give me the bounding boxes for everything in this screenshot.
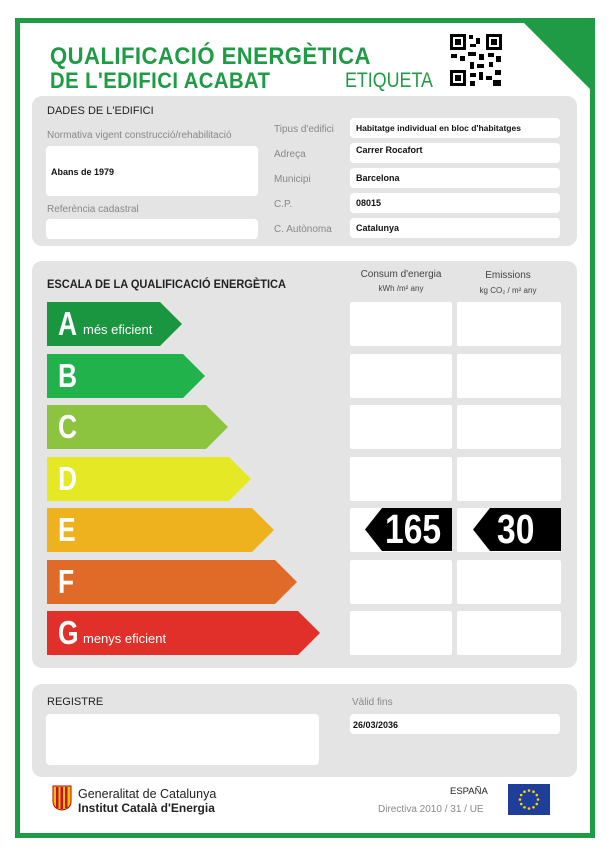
eu-star [535, 794, 538, 797]
region-value: Catalunya [356, 223, 400, 233]
class-letter: D [58, 459, 78, 497]
class-note: més eficient [83, 322, 153, 337]
registry-section-title: REGISTRE [47, 696, 104, 708]
municipality-value: Barcelona [356, 173, 400, 183]
eu-star [532, 806, 535, 809]
valid-until-field [350, 714, 560, 734]
class-letter: F [58, 562, 75, 600]
postcode-label: C.P. [274, 199, 293, 210]
energy-column-unit: kWh /m² any [378, 284, 424, 293]
eu-star [532, 790, 535, 793]
eu-star [535, 803, 538, 806]
page-title: QUALIFICACIÓ ENERGÈTICA [50, 43, 371, 70]
class-arrow-f [47, 560, 297, 604]
cadastral-label: Referència cadastral [47, 204, 139, 215]
region-label: C. Autònoma [274, 224, 332, 235]
emissions-cell-f [457, 560, 561, 604]
generalitat-logo-icon [52, 785, 72, 811]
institute-name: Institut Català d'Energia [78, 801, 215, 815]
valid-until-value: 26/03/2036 [353, 720, 399, 730]
class-arrow-g [47, 611, 320, 655]
registry-panel [32, 684, 577, 777]
emissions-cell-g [457, 611, 561, 655]
qr-code-icon [448, 32, 504, 88]
municipality-label: Municipi [274, 174, 311, 185]
energy-rating-badge [365, 508, 452, 551]
emissions-column-unit: kg CO₂ / m² any [479, 286, 537, 295]
type-value: Habitatge individual en bloc d'habitatges [356, 123, 521, 133]
class-arrow-a [47, 302, 182, 346]
scale-section-title: ESCALA DE LA QUALIFICACIÓ ENERGÈTICA [47, 277, 286, 291]
cadastral-field [46, 219, 258, 239]
emissions-cell-d [457, 457, 561, 501]
type-label: Tipus d'edifici [274, 124, 334, 135]
emissions-cell-c [457, 405, 561, 449]
energy-rating-value: 165 [385, 506, 442, 552]
class-note: menys eficient [83, 631, 167, 646]
emissions-rating-badge [473, 508, 561, 551]
postcode-field [350, 193, 560, 213]
class-letter: C [58, 408, 78, 445]
country: ESPAÑA [450, 786, 488, 797]
eu-star [528, 807, 531, 810]
municipality-field [350, 168, 560, 188]
energy-scale-panel [32, 261, 577, 668]
class-letter: B [58, 356, 78, 394]
eu-star [523, 790, 526, 793]
eu-star [520, 803, 523, 806]
energy-column-header: Consum d'energia [360, 269, 442, 280]
regulation-value: Abans de 1979 [51, 167, 115, 177]
emissions-cell-b [457, 354, 561, 398]
energy-cell-b [350, 354, 452, 398]
postcode-value: 08015 [356, 198, 382, 208]
region-field [350, 218, 560, 238]
address-label: Adreça [274, 149, 306, 160]
building-section-title: DADES DE L'EDIFICI [47, 105, 154, 117]
emissions-rating-value: 30 [497, 506, 535, 552]
type-field [350, 118, 560, 138]
energy-cell-c [350, 405, 452, 449]
class-letter: G [58, 614, 79, 651]
energy-cell-d [350, 457, 452, 501]
eu-star [537, 798, 540, 801]
energy-cell-a [350, 302, 452, 346]
eu-star [519, 798, 522, 801]
class-letter: A [58, 305, 78, 342]
building-data-panel [32, 96, 577, 246]
class-letter: E [58, 511, 76, 548]
page-subtitle: DE L'EDIFICI ACABAT [50, 68, 271, 93]
class-arrow-b [47, 354, 205, 398]
eu-star [523, 806, 526, 809]
eu-star [528, 789, 531, 792]
green-corner [519, 18, 595, 94]
regulation-label: Normativa vigent construcció/rehabilitació [47, 130, 232, 141]
valid-until-label: Vàlid fins [352, 697, 393, 708]
eu-star [520, 794, 523, 797]
energy-cell-f [350, 560, 452, 604]
class-arrow-c [47, 405, 228, 449]
label-type: ETIQUETA [345, 69, 433, 92]
address-field [350, 143, 560, 163]
emissions-column-header: Emissions [485, 270, 531, 281]
registry-field [46, 714, 319, 765]
address-value: Carrer Rocafort [356, 145, 423, 155]
org-name: Generalitat de Catalunya [78, 787, 217, 801]
class-arrow-d [47, 457, 251, 501]
regulation-field [46, 146, 258, 196]
label-frame [15, 18, 595, 838]
class-arrow-e [47, 508, 274, 552]
eu-flag-icon [508, 784, 550, 815]
emissions-cell-a [457, 302, 561, 346]
directive: Directiva 2010 / 31 / UE [378, 804, 484, 815]
energy-cell-g [350, 611, 452, 655]
